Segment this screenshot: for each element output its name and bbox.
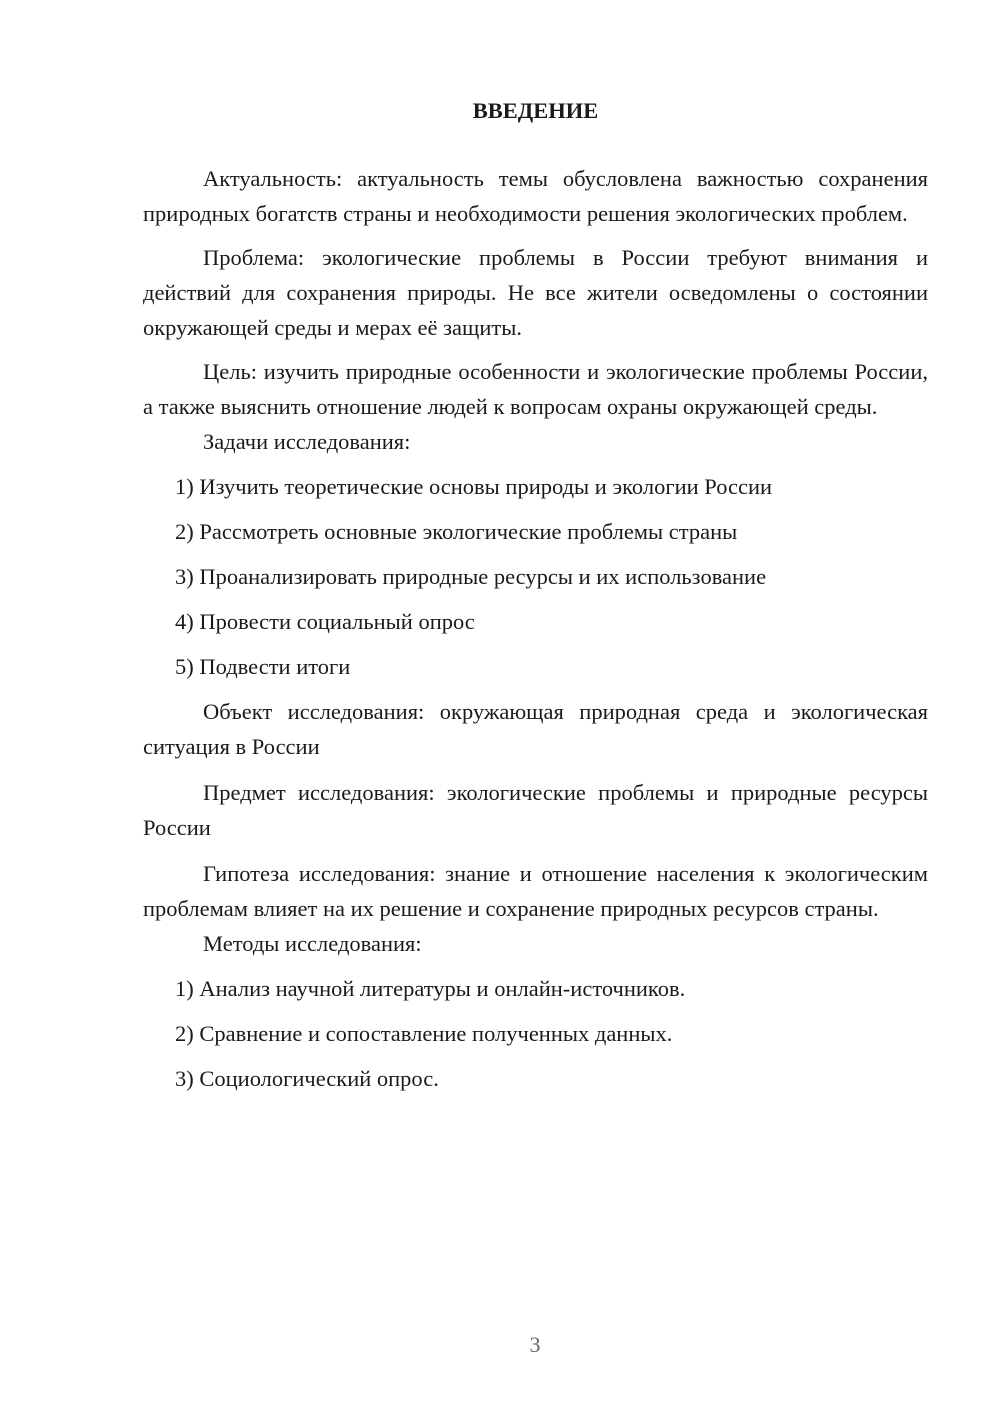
tasks-label: Задачи исследования:	[203, 429, 411, 454]
hypothesis-paragraph: Гипотеза исследования: знание и отношение населения к экологическим проблемам влияет на их решение и сохранение природных ресурсов страны.	[143, 861, 928, 921]
relevance-paragraph: Актуальность: актуальность темы обусловлена важностью сохранения природных богатств страны и необходимости решения экологических проблем.	[143, 166, 928, 226]
object-paragraph: Объект исследования: окружающая природная среда и экологическая ситуация в России	[143, 699, 928, 759]
method-item: 3) Социологический опрос.	[175, 1066, 439, 1091]
goal-paragraph: Цель: изучить природные особенности и экологические проблемы России, а также выяснить отношение людей к вопросам охраны окружающей среды.	[143, 359, 928, 419]
page-content	[143, 95, 928, 1096]
methods-label: Методы исследования:	[203, 931, 422, 956]
task-item: 5) Подвести итоги	[175, 654, 351, 679]
subject-paragraph: Предмет исследования: экологические проблемы и природные ресурсы России	[143, 780, 928, 840]
problem-paragraph: Проблема: экологические проблемы в России требуют внимания и действий для сохранения природы. Не все жители осведомлены о состоянии окружающей среды и мерах её защиты.	[143, 245, 928, 340]
page-number: 3	[529, 1332, 541, 1357]
method-item: 1) Анализ научной литературы и онлайн-источников.	[175, 976, 686, 1001]
section-heading: ВВЕДЕНИЕ	[472, 98, 599, 123]
task-item: 2) Рассмотреть основные экологические проблемы страны	[175, 519, 738, 544]
task-item: 3) Проанализировать природные ресурсы и их использование	[175, 564, 767, 589]
method-item: 2) Сравнение и сопоставление полученных данных.	[175, 1021, 673, 1046]
task-item: 4) Провести социальный опрос	[175, 609, 475, 634]
task-item: 1) Изучить теоретические основы природы и экологии России	[175, 474, 773, 499]
